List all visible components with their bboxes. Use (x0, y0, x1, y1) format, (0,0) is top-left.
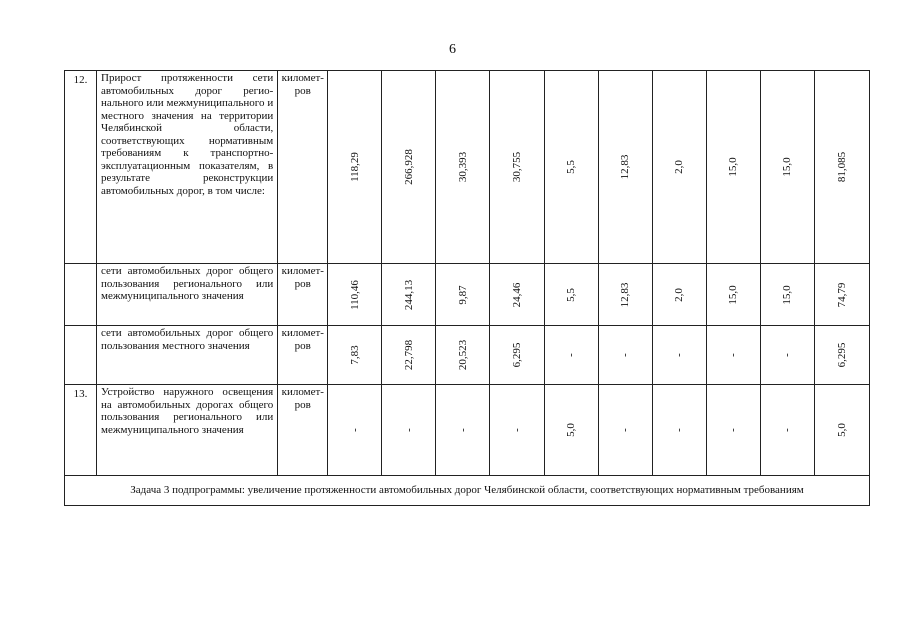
value-text: 244,13 (402, 279, 415, 310)
row-unit: километров (278, 264, 328, 326)
value-cell (760, 326, 814, 385)
value-text: 12,83 (618, 282, 631, 307)
table-row (65, 71, 870, 264)
value-text: 15,0 (727, 284, 740, 305)
value-text: 118,29 (348, 152, 361, 182)
value-cell (544, 326, 598, 385)
value-cell (544, 264, 598, 326)
value-text: 5,0 (564, 423, 577, 437)
value-text: - (727, 353, 740, 357)
value-cell (544, 385, 598, 476)
value-cell (490, 71, 544, 264)
value-cell (598, 264, 652, 326)
value-cell (760, 264, 814, 326)
value-text: - (781, 353, 794, 357)
value-text: 22,798 (402, 339, 415, 371)
value-cell (814, 385, 869, 476)
value-text: - (618, 428, 631, 432)
value-cell (814, 326, 869, 385)
value-text: 81,085 (835, 151, 848, 183)
task-text: Задача 3 подпрограммы: увеличение протяженности автомобильных дорог Челябинской области, соответствующих нормативным требованиям (65, 476, 870, 506)
value-cell (382, 326, 436, 385)
value-text: 6,295 (510, 342, 523, 368)
value-cell (490, 264, 544, 326)
value-cell (490, 326, 544, 385)
value-cell (814, 264, 869, 326)
value-text: - (456, 428, 469, 432)
value-cell (706, 326, 760, 385)
value-text: 5,0 (835, 423, 848, 437)
page-number: 6 (449, 42, 456, 57)
value-text: 15,0 (727, 157, 740, 177)
value-text: 9,87 (456, 284, 469, 305)
value-text: 30,393 (456, 151, 469, 183)
row-description: сети автомобильных дорог общего пользования местного значения (97, 326, 278, 385)
value-text: - (781, 428, 794, 432)
value-cell (706, 264, 760, 326)
value-cell (652, 385, 706, 476)
value-cell (652, 326, 706, 385)
table-row (65, 326, 870, 385)
value-cell (652, 71, 706, 264)
value-cell (598, 385, 652, 476)
value-cell (328, 71, 382, 264)
value-text: 15,0 (781, 284, 794, 305)
value-text: 5,5 (564, 287, 577, 302)
value-text: 30,755 (510, 151, 523, 183)
indicators-table (64, 70, 870, 506)
value-cell (328, 385, 382, 476)
value-text: - (348, 428, 361, 432)
table-row (65, 385, 870, 476)
value-text: 15,0 (781, 157, 794, 177)
value-text: 24,46 (510, 282, 523, 307)
value-text: 20,523 (456, 339, 469, 371)
value-cell (382, 385, 436, 476)
value-cell (760, 385, 814, 476)
value-cell (760, 71, 814, 264)
row-number: 13. (65, 385, 97, 476)
value-text: 74,79 (835, 282, 848, 307)
row-description: Прирост протяженности сети автомобильных дорог регионального или межмуниципального и местного значения на территории Челябинской области, соответствующих нормативным требованиям к транспортно-эксплуатационным показателям, в результате реконструкции автомобильных дорог, в том числе: (97, 71, 278, 264)
value-cell (436, 264, 490, 326)
value-cell (706, 385, 760, 476)
value-text: - (402, 428, 415, 432)
value-cell (598, 71, 652, 264)
value-text: 266,928 (402, 149, 415, 185)
value-cell (544, 71, 598, 264)
row-number: 12. (65, 71, 97, 264)
value-cell (814, 71, 869, 264)
value-cell (382, 71, 436, 264)
value-text: - (510, 428, 523, 432)
value-text: 2,0 (672, 287, 685, 302)
value-text: - (564, 353, 577, 357)
value-cell (328, 326, 382, 385)
row-unit: километров (278, 71, 328, 264)
value-text: - (672, 428, 685, 432)
row-unit: километров (278, 385, 328, 476)
value-cell (436, 385, 490, 476)
value-cell (436, 71, 490, 264)
value-text: 2,0 (672, 160, 685, 174)
value-cell (328, 264, 382, 326)
row-unit: километров (278, 326, 328, 385)
value-text: 5,5 (564, 160, 577, 174)
row-description: сети автомобильных дорог общего пользования регионального или межмуниципального значения (97, 264, 278, 326)
row-description: Устройство наружного освещения на автомобильных дорогах общего пользования регионального или межмуниципального значения (97, 385, 278, 476)
value-cell (490, 385, 544, 476)
row-number (65, 326, 97, 385)
value-text: 12,83 (618, 154, 631, 180)
task-row (65, 476, 870, 506)
value-cell (706, 71, 760, 264)
row-number (65, 264, 97, 326)
table-row (65, 264, 870, 326)
value-text: - (727, 428, 740, 432)
value-cell (436, 326, 490, 385)
value-text: 7,83 (348, 345, 361, 365)
value-cell (598, 326, 652, 385)
value-cell (382, 264, 436, 326)
value-text: - (618, 353, 631, 357)
value-text: 6,295 (835, 342, 848, 368)
value-text: - (672, 353, 685, 357)
value-cell (652, 264, 706, 326)
value-text: 110,46 (348, 279, 361, 310)
